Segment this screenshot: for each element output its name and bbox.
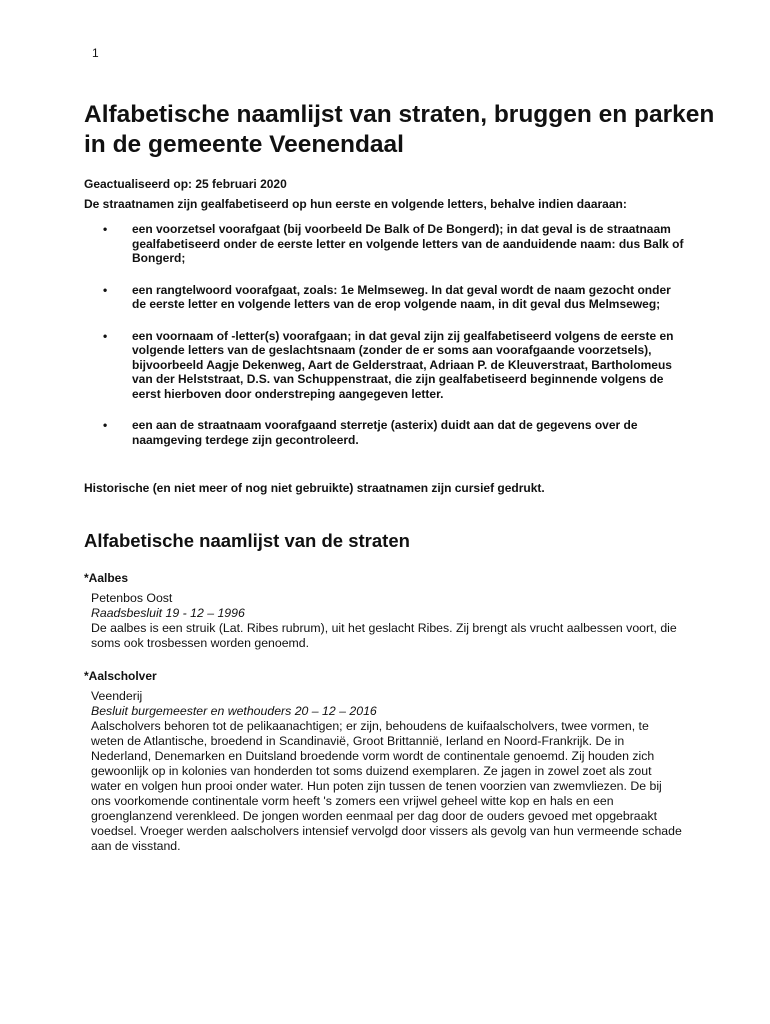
street-description: De aalbes is een struik (Lat. Ribes rubrum), uit het geslacht Ribes. Zij brengt als vrucht aalbessen voort, die soms ook trosbessen worden genoemd.: [91, 621, 677, 650]
bullet-icon: •: [103, 418, 108, 432]
rule-text: een aan de straatnaam voorafgaand sterretje (asterix) duidt aan dat de gegevens over de naamgeving terdege zijn gecontroleerd.: [132, 418, 638, 447]
street-description: Aalscholvers behoren tot de pelikaanachtigen; er zijn, behoudens de kuifaalscholvers, twee vormen, te weten de Atlantische, broedend in Scandinavië, Groot Brittannië, Ierland en Noord-Frankrijk. De in Nederland, Denemarken en Duitsland broedende vorm wordt de continentale genoemd. Zij houden zich gewoonlijk op in kolonies van honderden tot soms duizend exemplaren. Ze jagen in zowel zoet als zout water en volgen hun prooi onder water. Hun poten zijn tussen de tenen voorzien van zwemvliezen. De bij ons voorkomende continentale vorm heeft 's zomers een vrijwel geheel witte kop en hals en een groenglanzend verenkleed. De jongen worden eenmaal per dag door de ouders gevoed met opgebraakt voedsel. Vroeger werden aalscholvers intensief vervolgd door vissers als gevolg van hun vermeende schade aan de visstand.: [91, 719, 682, 853]
street-area: Petenbos Oost: [91, 591, 173, 605]
rule-item: [84, 222, 684, 266]
rule-item: [84, 418, 684, 447]
rule-text: een voorzetsel voorafgaat (bij voorbeeld De Balk of De Bongerd); in dat geval is de straatnaam gealfabetiseerd onder de eerste letter en volgende letters van de aanduidende naam: dus Balk of Bongerd;: [132, 222, 684, 265]
update-date: Geactualiseerd op: 25 februari 2020: [84, 177, 287, 191]
naming-decision: Raadsbesluit 19 - 12 – 1996: [91, 606, 245, 620]
bullet-icon: •: [103, 282, 108, 297]
entry-body: [84, 591, 684, 651]
entry-body: [84, 689, 684, 854]
rule-text: een voornaam of -letter(s) voorafgaan; in dat geval zijn zij gealfabetiseerd volgens de eerste en volgende letters van de geslachtsnaam (zonder de er soms aan voorafgaande voorzetsels), bijvoorbeeld Aagje Dekenweg, Aart de Gelderstraat, Adriaan P. de Kleuverstraat, Bartholomeus van der Helststraat, D.S. van Schuppenstraat, die zijn gealfabetiseerd beginnende volgens de eerst hierboven door onderstreping aangegeven letter.: [132, 328, 674, 401]
section-heading: Alfabetische naamlijst van de straten: [84, 530, 410, 551]
alphabetization-rules: [84, 222, 684, 464]
bullet-icon: •: [103, 222, 108, 236]
page-number: 1: [92, 46, 99, 60]
rule-item: [84, 283, 684, 312]
street-name: *Aalbes: [84, 571, 129, 585]
street-name: *Aalscholver: [84, 669, 157, 683]
street-entry: [84, 571, 684, 651]
bullet-icon: •: [103, 328, 108, 343]
intro-text: De straatnamen zijn gealfabetiseerd op hun eerste en volgende letters, behalve indien daaraan:: [84, 197, 627, 211]
document-title: Alfabetische naamlijst van straten, bruggen en parken in de gemeente Veenendaal: [84, 101, 715, 158]
naming-decision: Besluit burgemeester en wethouders 20 – 12 – 2016: [91, 704, 377, 718]
rule-text: een rangtelwoord voorafgaat, zoals: 1e Melmseweg. In dat geval wordt de naam gezocht onder de eerste letter en volgende letters van de erop volgende naam, in dit geval dus Melmseweg;: [132, 282, 671, 311]
rule-item: [84, 329, 684, 402]
historic-names-note: Historische (en niet meer of nog niet gebruikte) straatnamen zijn cursief gedrukt.: [84, 481, 545, 495]
street-entry: [84, 669, 684, 854]
street-area: Veenderij: [91, 689, 143, 703]
